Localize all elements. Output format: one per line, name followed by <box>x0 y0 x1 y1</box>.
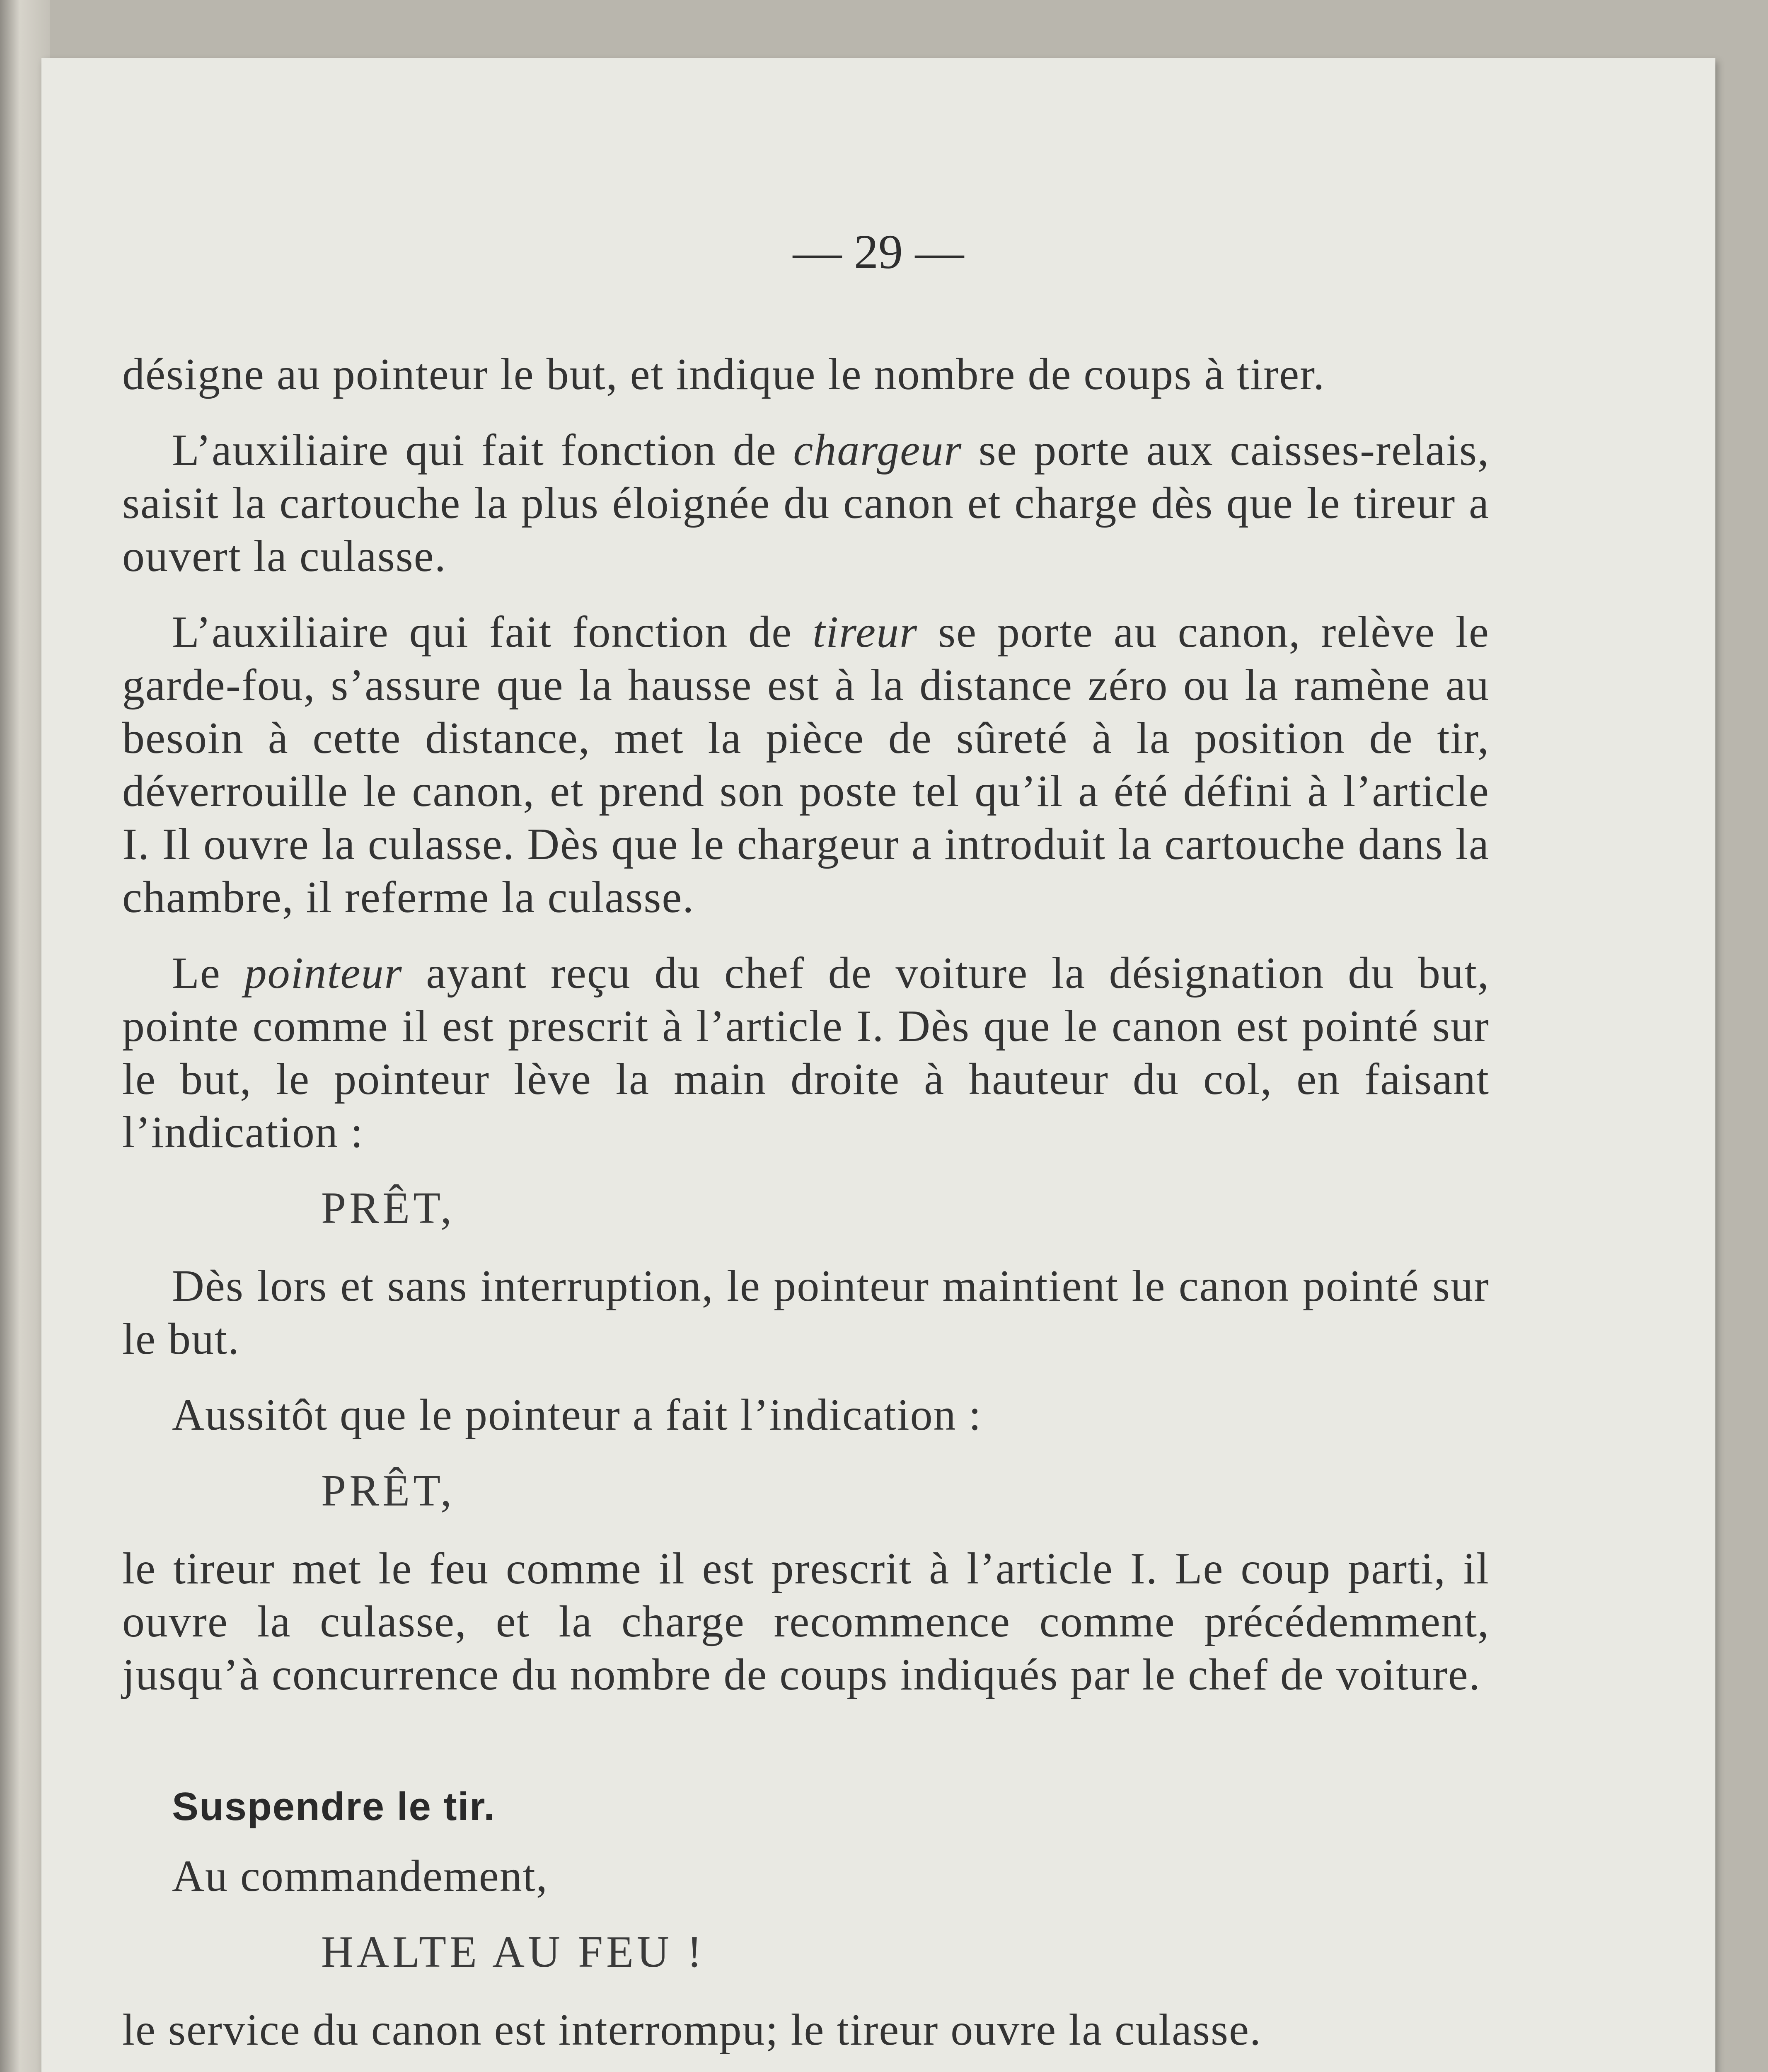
paragraph-commandement: Au commandement, <box>172 1852 548 1901</box>
paragraph-text: L’auxiliaire qui fait fonction de <box>172 608 813 657</box>
paragraph-maintien: Dès lors et sans interruption, le pointeur maintient le canon pointé sur le but. <box>122 1261 1490 1364</box>
paragraph-pointeur <box>122 947 1490 1159</box>
command-pret: PRÊT, <box>321 1184 455 1233</box>
command-pret: PRÊT, <box>321 1466 455 1515</box>
paragraph-continuation: désigne au pointeur le but, et indique le nombre de coups à tirer. <box>122 350 1325 399</box>
paragraph-chargeur <box>122 424 1490 583</box>
paragraph-aussitot: Aussitôt que le pointeur a fait l’indication : <box>172 1390 982 1440</box>
paragraph-tir: le tireur met le feu comme il est prescrit à l’article I. Le coup parti, il ouvre la culasse, et la charge recommence comme précédemment, jusqu’à concurrence du nombre de coups indiqués par le chef de voiture. <box>122 1544 1490 1699</box>
paragraph-text: L’auxiliaire qui fait fonction de <box>172 426 793 475</box>
paragraph-tireur <box>122 606 1490 924</box>
command-halte-au-feu: HALTE AU FEU ! <box>321 1927 706 1977</box>
paragraph-text: se porte aux caisses-relais, saisit la cartouche la plus éloignée du canon et charge dès que le tireur a ouvert la culasse. <box>122 426 1490 581</box>
paragraph-text: Le <box>172 949 244 998</box>
paragraph-text: ayant reçu du chef de voiture la désignation du but, pointe comme il est prescrit à l’article I. Dès que le canon est pointé sur le but, le pointeur lève la main droite à hauteur du col, en faisant l’indication : <box>122 949 1490 1157</box>
paragraph-interrompu: le service du canon est interrompu; le tireur ouvre la culasse. <box>122 2005 1262 2055</box>
page-number: — 29 — <box>793 225 964 279</box>
section-heading: Suspendre le tir. <box>172 1784 496 1829</box>
italic-term: chargeur <box>793 426 963 475</box>
book-page <box>41 58 1715 2072</box>
italic-term: tireur <box>813 608 918 657</box>
italic-term: pointeur <box>244 949 403 998</box>
page-body <box>122 348 1490 2072</box>
paragraph-text: se porte au canon, relève le garde-fou, s’assure que la hausse est à la distance zéro ou la ramène au besoin à cette distance, met la pièce de sûreté à la position de tir, déverrouille le canon, et prend son poste tel qu’il a été défini à l’article I. Il ouvre la culasse. Dès que le chargeur a introduit la cartouche dans la chambre, il referme la culasse. <box>122 608 1490 922</box>
